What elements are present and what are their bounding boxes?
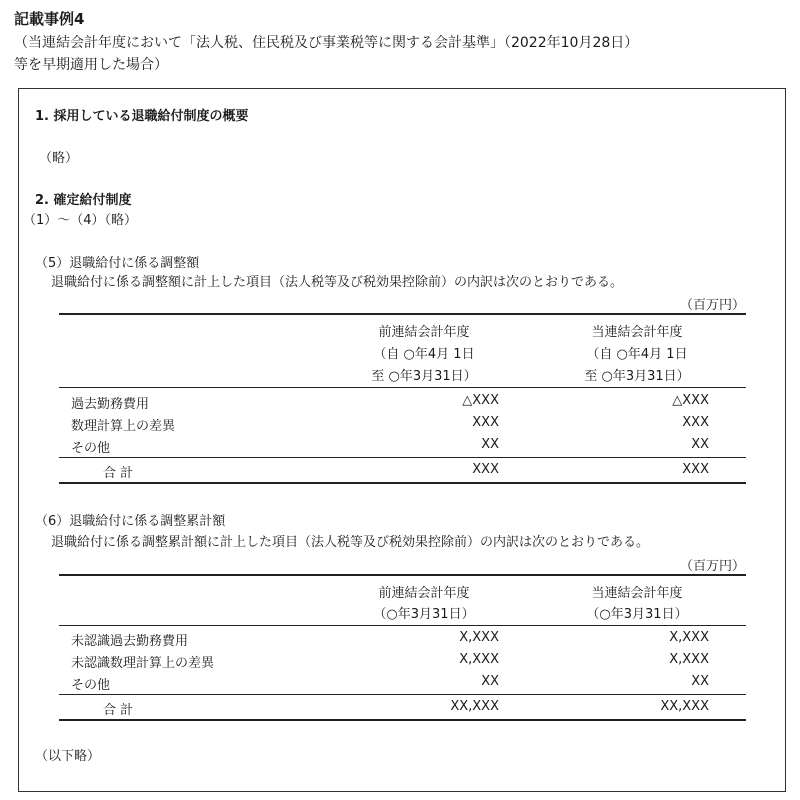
section5-curr-header-1: 当連結会計年度 [591, 325, 683, 340]
section6-prev-header-1: 前連結会計年度 [378, 586, 470, 601]
section6-row-curr: X,XXX [669, 630, 709, 645]
section2-sub: （1）～（4）（略） [23, 213, 138, 228]
section5-row-curr: XX [691, 437, 709, 452]
section5-total-rule [59, 457, 746, 458]
section5-curr-header-2: （自 ○年4月 1日 [586, 347, 688, 362]
section5-row-prev: XX [481, 437, 499, 452]
section6-description: 退職給付に係る調整累計額に計上した項目（法人税等及び税効果控除前）の内訳は次のとおりである。 [51, 535, 650, 550]
section5-row-prev: XXX [472, 415, 499, 430]
section6-unit: （百万円） [679, 559, 745, 574]
section5-header-rule [59, 387, 746, 388]
section6-row-curr: XX [691, 674, 709, 689]
example-box [18, 88, 786, 792]
section1-abbrev: （略） [39, 151, 79, 166]
subtitle-line-1: （当連結会計年度において「法人税、住民税及び事業税等に関する会計基準」（2022年10月28日） [14, 35, 639, 51]
section6-heading: （6）退職給付に係る調整累計額 [35, 514, 226, 529]
section6-total-curr: XX,XXX [660, 699, 709, 714]
section6-row-curr: X,XXX [669, 652, 709, 667]
section5-prev-header-3: 至 ○年3月31日） [371, 369, 477, 384]
section5-bottom-rule [59, 482, 746, 484]
section6-header-rule [59, 625, 746, 626]
section5-total-label: 合 計 [103, 466, 134, 481]
section6-row-label: 未認識数理計算上の差異 [71, 656, 215, 671]
section5-row-curr: XXX [682, 415, 709, 430]
subtitle-line-2: 等を早期適用した場合） [14, 57, 168, 73]
section6-bottom-rule [59, 719, 746, 721]
section5-unit: （百万円） [679, 298, 745, 313]
section6-row-label: その他 [71, 678, 111, 693]
section5-row-label: 数理計算上の差異 [71, 419, 176, 434]
document-subtitle [14, 32, 794, 76]
section6-row-prev: XX [481, 674, 499, 689]
section5-prev-header-2: （自 ○年4月 1日 [373, 347, 475, 362]
section5-row-curr: △XXX [672, 393, 709, 408]
section1-heading: 1. 採用している退職給付制度の概要 [35, 109, 249, 124]
section5-row-label: その他 [71, 441, 111, 456]
section6-prev-header-2: （○年3月31日） [373, 607, 475, 622]
section5-total-curr: XXX [682, 462, 709, 477]
section6-row-prev: X,XXX [459, 630, 499, 645]
document-title: 記載事例4 [14, 10, 85, 28]
section2-heading: 2. 確定給付制度 [35, 193, 132, 208]
section6-curr-header-1: 当連結会計年度 [591, 586, 683, 601]
section5-row-label: 過去勤務費用 [71, 397, 150, 412]
section5-row-prev: △XXX [462, 393, 499, 408]
section6-total-rule [59, 694, 746, 695]
section5-curr-header-3: 至 ○年3月31日） [584, 369, 690, 384]
section6-top-rule [59, 574, 746, 576]
section5-total-prev: XXX [472, 462, 499, 477]
section6-curr-header-2: （○年3月31日） [586, 607, 688, 622]
section6-row-prev: X,XXX [459, 652, 499, 667]
section6-total-prev: XX,XXX [450, 699, 499, 714]
section6-total-label: 合 計 [103, 703, 134, 718]
section5-top-rule [59, 313, 746, 315]
section5-prev-header-1: 前連結会計年度 [378, 325, 470, 340]
section5-heading: （5）退職給付に係る調整額 [35, 256, 200, 271]
section6-row-label: 未認識過去勤務費用 [71, 634, 189, 649]
omitted-note: （以下略） [35, 749, 101, 764]
section5-description: 退職給付に係る調整額に計上した項目（法人税等及び税効果控除前）の内訳は次のとおりである。 [51, 275, 624, 290]
